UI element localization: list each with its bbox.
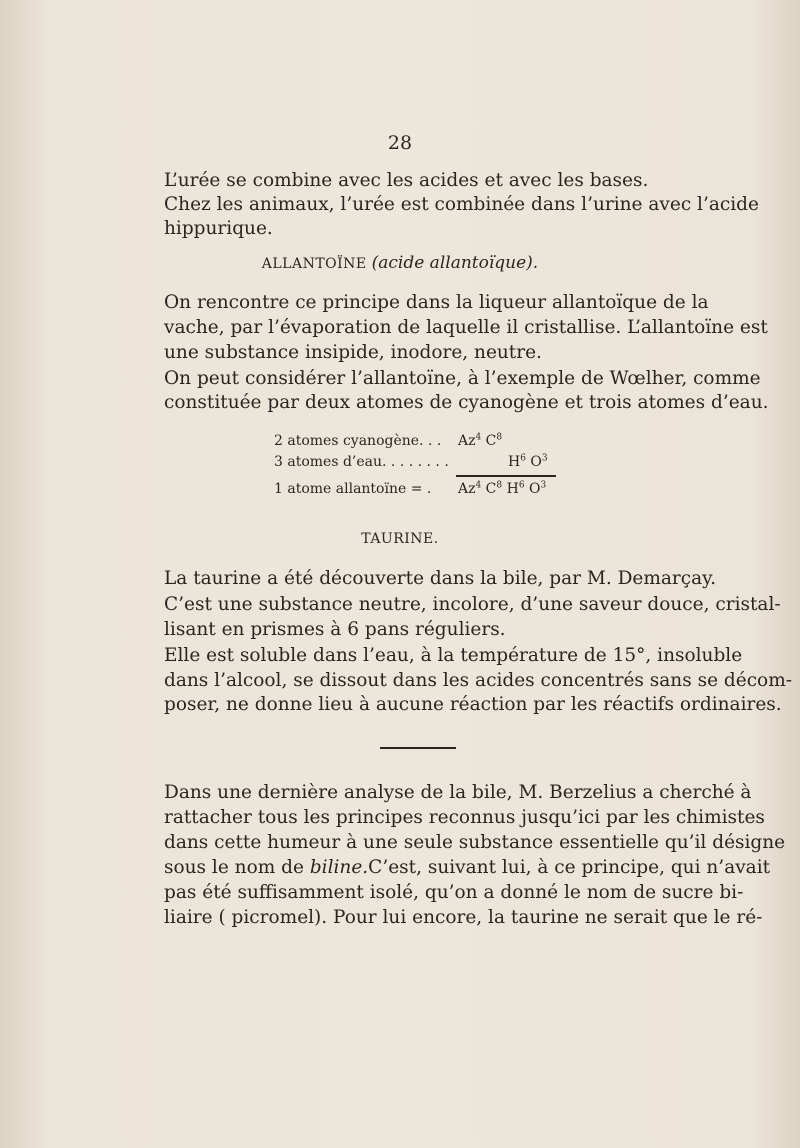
page-number: 28	[387, 132, 413, 154]
text-line: lisant en prismes à 6 pans réguliers.	[164, 619, 506, 640]
formula-value: $H^6$ $O^3$	[508, 453, 548, 470]
text-line: Elle est soluble dans l’eau, à la température de 15°, insoluble	[164, 645, 743, 666]
formula-value: Az$^4$ $C^8$ $H^6$ $O^3$	[458, 480, 547, 497]
text-line-with-italic	[164, 855, 771, 881]
text-line: vache, par l’évaporation de laquelle il cristallise. L’allantoïne est	[164, 317, 768, 338]
text-line: poser, ne donne lieu à aucune réaction par les réactifs ordinaires.	[164, 694, 782, 715]
text-line: pas été suffisamment isolé, qu’on a donné le nom de sucre bi-	[164, 882, 744, 903]
text-line: liaire ( picromel). Pour lui encore, la taurine ne serait que le ré-	[164, 907, 763, 928]
formula-value: Az$^4$ $C^8$	[458, 432, 503, 449]
text-line: constituée par deux atomes de cyanogène et trois atomes d’eau.	[164, 392, 769, 413]
heading-italic-text: (acide allantoïque).	[371, 253, 539, 273]
text-line: C’est une substance neutre, incolore, d’une saveur douce, cristal-	[164, 594, 781, 615]
text-line: rattacher tous les principes reconnus jusqu’ici par les chimistes	[164, 807, 765, 828]
formula-label: 1 atome allantoïne = .	[274, 481, 432, 497]
text-line: On rencontre ce principe dans la liqueur allantoïque de la	[164, 292, 709, 313]
text-fragment: sous le nom de	[164, 857, 304, 878]
formula-rule	[456, 475, 556, 477]
text-line: Dans une dernière analyse de la bile, M. Berzelius a cherché à	[164, 782, 752, 803]
section-divider	[380, 747, 456, 749]
formula-label: 3 atomes d’eau. . . . . . . .	[274, 454, 449, 470]
text-line: On peut considérer l’allantoïne, à l’exemple de Wœlher, comme	[164, 368, 761, 389]
text-line: La taurine a été découverte dans la bile, par M. Demarçay.	[164, 568, 717, 589]
text-line: Chez les animaux, l’urée est combinée dans l’urine avec l’acide	[164, 194, 759, 215]
section-heading-taurine: TAURINE.	[361, 531, 439, 547]
text-line: une substance insipide, inodore, neutre.	[164, 342, 542, 363]
text-line: dans l’alcool, se dissout dans les acides concentrés sans se décom-	[164, 670, 792, 691]
text-line: L’urée se combine avec les acides et avec les bases.	[164, 170, 649, 191]
section-heading-allantoine	[0, 253, 800, 273]
italic-term: biline.	[309, 857, 369, 878]
text-line: hippurique.	[164, 218, 273, 239]
heading-text: ALLANTOÏNE	[261, 256, 367, 272]
text-fragment: C’est, suivant lui, à ce principe, qui n’avait	[368, 857, 771, 878]
text-line: dans cette humeur à une seule substance essentielle qu’il désigne	[164, 832, 786, 853]
formula-label: 2 atomes cyanogène. . .	[274, 433, 442, 449]
